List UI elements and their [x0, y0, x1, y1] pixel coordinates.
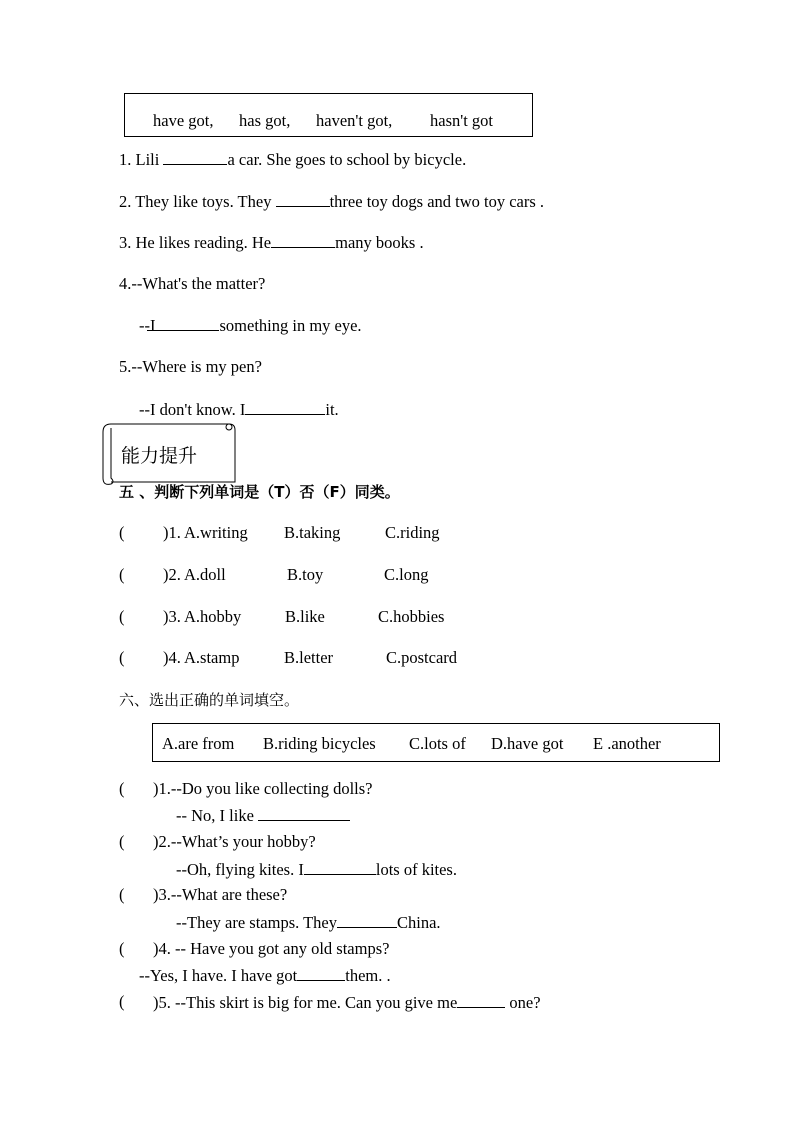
answer-blank[interactable]: [297, 965, 345, 981]
option-a: A.stamp: [184, 648, 240, 667]
paren: (: [119, 885, 125, 904]
answer-blank[interactable]: [276, 191, 330, 207]
paren: (: [119, 992, 125, 1011]
option-b: B.toy: [287, 565, 324, 584]
six-answer-3: --They are stamps. They China.: [176, 913, 441, 932]
paren: (: [119, 523, 125, 542]
option-a: A.hobby: [184, 607, 242, 626]
answer-blank[interactable]: [147, 315, 219, 331]
item-number: )4.: [163, 648, 181, 667]
answer-blank[interactable]: [271, 232, 335, 248]
answer-4: --I something in my eye.: [139, 316, 362, 335]
option-have-got: D.have got: [491, 734, 564, 753]
paren: (: [119, 648, 125, 667]
question-3: 3. He likes reading. He many books .: [119, 233, 424, 252]
option-b: B.letter: [284, 648, 334, 667]
six-question-4: )4. -- Have you got any old stamps?: [153, 939, 390, 958]
paren: (: [119, 565, 125, 584]
paren: (: [119, 779, 125, 798]
option-are-from: A.are from: [162, 734, 235, 753]
answer-blank[interactable]: [337, 912, 397, 928]
option-b: B.taking: [284, 523, 341, 542]
six-answer-4: --Yes, I have. I have got them. .: [139, 966, 391, 985]
answer-blank[interactable]: [304, 859, 376, 875]
question-5: 5.--Where is my pen?: [119, 357, 262, 376]
paren: (: [119, 607, 125, 626]
question-4: 4.--What's the matter?: [119, 274, 266, 293]
option-c: C.riding: [385, 523, 440, 542]
scroll-label: 能力提升: [121, 445, 198, 467]
word-hasnt-got: hasn't got: [430, 111, 494, 130]
option-a: A.writing: [184, 523, 248, 542]
option-riding-bicycles: B.riding bicycles: [263, 734, 376, 753]
answer-blank[interactable]: [163, 149, 227, 165]
option-c: C.long: [384, 565, 429, 584]
option-a: A.doll: [184, 565, 226, 584]
question-1: 1. Lili a car. She goes to school by bicycle.: [119, 150, 467, 169]
option-lots-of: C.lots of: [409, 734, 466, 753]
word-havent-got: haven't got,: [316, 111, 393, 130]
six-question-1: )1.--Do you like collecting dolls?: [153, 779, 373, 798]
option-c: C.hobbies: [378, 607, 445, 626]
answer-blank[interactable]: [258, 805, 350, 821]
question-2: 2. They like toys. They three toy dogs and two toy cars .: [119, 192, 545, 211]
word-have-got: have got,: [153, 111, 214, 130]
option-b: B.like: [285, 607, 325, 626]
item-number: )3.: [163, 607, 181, 626]
paren: (: [119, 832, 125, 851]
word-has-got: has got,: [239, 111, 291, 130]
option-another: E .another: [593, 734, 661, 753]
item-number: )2.: [163, 565, 181, 584]
paren: (: [119, 939, 125, 958]
six-question-5: )5. --This skirt is big for me. Can you give me one?: [153, 993, 541, 1012]
answer-blank[interactable]: [457, 992, 505, 1008]
six-question-3: )3.--What are these?: [153, 885, 288, 904]
six-answer-1: -- No, I like: [176, 805, 350, 826]
item-number: )1.: [163, 523, 181, 542]
six-answer-2: --Oh, flying kites. I lots of kites.: [176, 860, 457, 879]
answer-5: --I don't know. I it.: [139, 400, 339, 419]
option-c: C.postcard: [386, 648, 458, 667]
section-five-title: 五 、判断下列单词是（T）否（F）同类。: [119, 483, 400, 501]
section-six-title: 六、选出正确的单词填空。: [119, 691, 300, 709]
answer-blank[interactable]: [245, 399, 325, 415]
six-question-2: )2.--What’s your hobby?: [153, 832, 316, 851]
